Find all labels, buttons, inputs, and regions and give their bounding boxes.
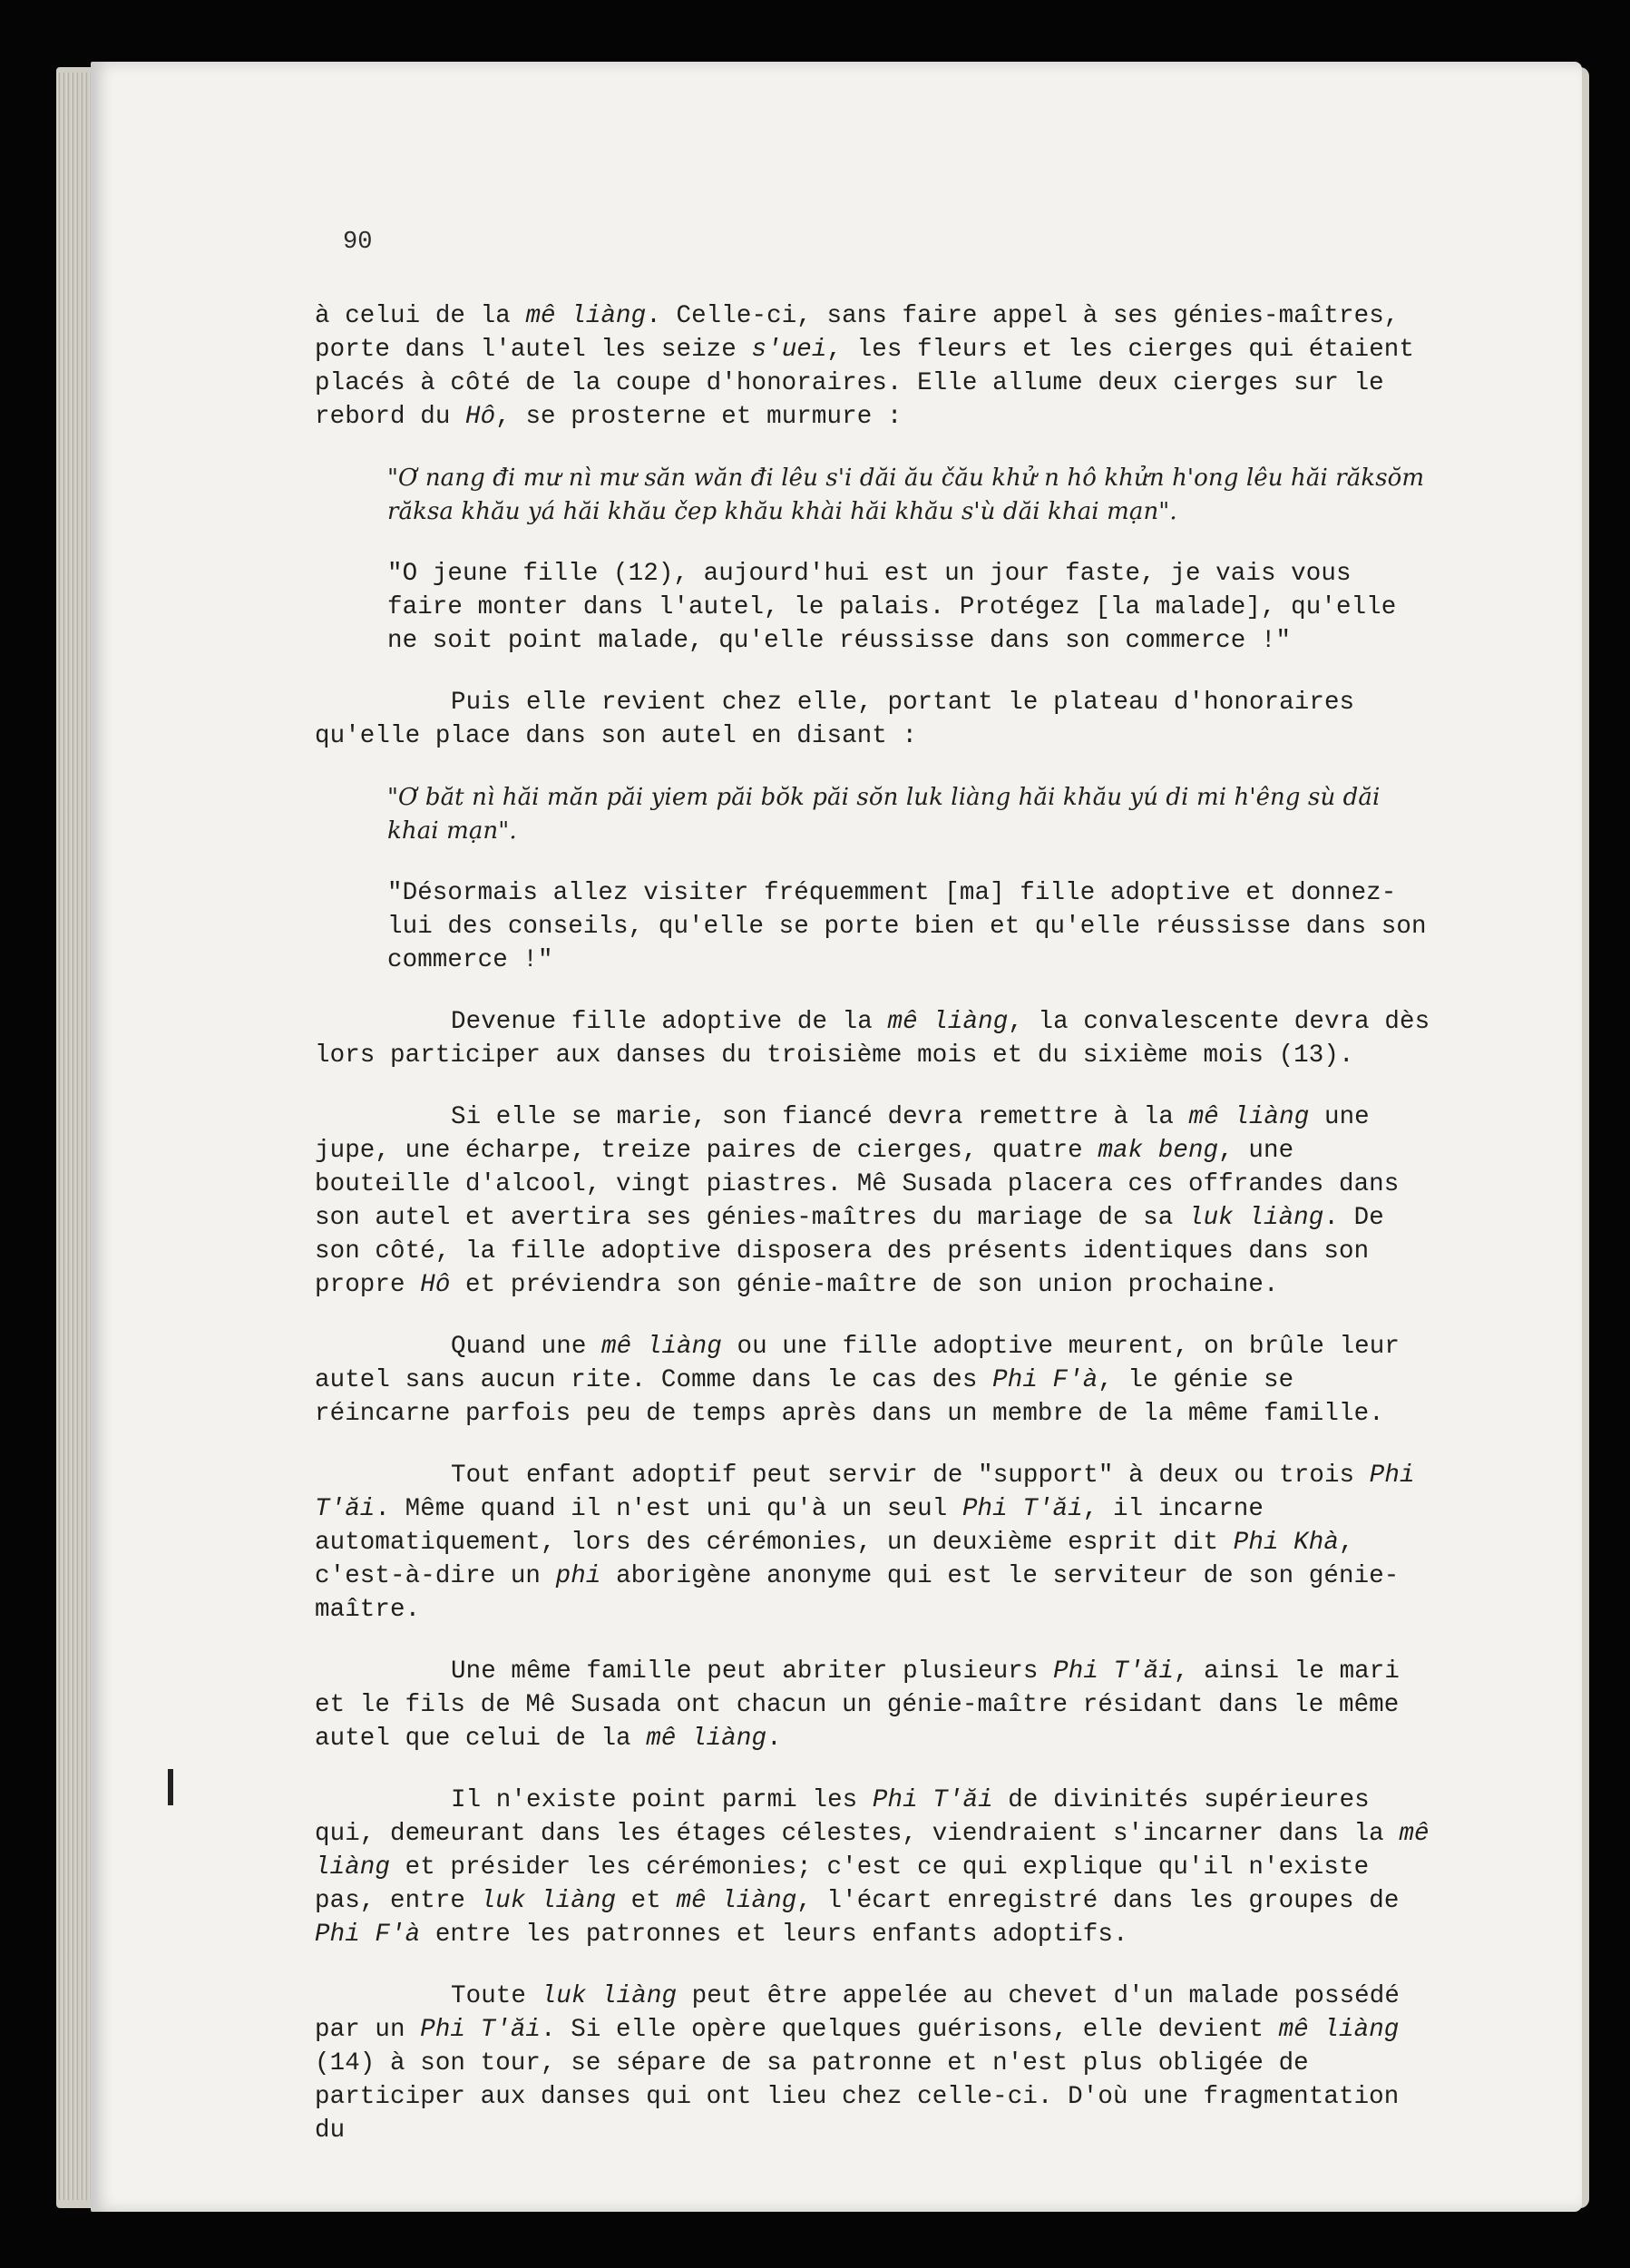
paragraph-6: Tout enfant adoptif peut servir de "support" à deux ou trois Phi T'ăi. Même quand il n'est uni qu'à un seul Phi T'ăi, il incarne automatiquement, lors des cérémonies, un deuxième esprit dit Phi Khà, c'est-à-dire un phi aborigène anonyme qui est le serviteur de son génie-maître. <box>315 1461 1415 1624</box>
italic-term: Hô <box>465 403 496 431</box>
italic-term: mê liàng <box>1188 1103 1310 1131</box>
italic-term: Phi T'ăi <box>1053 1657 1174 1686</box>
paragraph-2: Puis elle revient chez elle, portant le plateau d'honoraires qu'elle place dans son autel en disant : <box>315 689 1355 750</box>
paragraph-9: Toute luk liàng peut être appelée au chevet d'un malade possédé par un Phi T'ăi. Si elle opère quelques guérisons, elle devient mê liàng (14) à son tour, se sépare de sa patronne et n'est plus obligée de participer aux danses qui ont lieu chez celle-ci. D'où une fragmentation du <box>315 1982 1400 2145</box>
page-number: 90 <box>343 229 373 256</box>
italic-term: luk liàng <box>480 1887 617 1915</box>
quote-lao-1: "Ơ nang đi mư nì mư săn wăn đi lêu s'i dăi ău čău khử n hô khửn h'ong lêu hăi răksŏm răksa khău yá hăi khău čep khău khài hăi khău s'ù dăi khai mạn". <box>387 464 1425 525</box>
italic-term: Phi T'ăi <box>961 1495 1083 1523</box>
paragraph-4: Si elle se marie, son fiancé devra remettre à la mê liàng une jupe, une écharpe, treize paires de cierges, quatre mak beng, une bouteille d'alcool, vingt piastres. Mê Susada placera ces offrandes dans son autel et avertira ses génies-maîtres du mariage de sa luk liàng. De son côté, la fille adoptive disposera des présents identiques dans son propre Hô et préviendra son génie-maître de son union prochaine. <box>315 1103 1400 1299</box>
italic-term: Hô <box>420 1271 451 1299</box>
italic-term: Phi T'ăi <box>872 1786 993 1814</box>
italic-term: Phi F'à <box>992 1366 1098 1394</box>
margin-mark <box>168 1769 173 1805</box>
body-text <box>315 299 1430 2175</box>
italic-term: luk liàng <box>541 1982 678 2010</box>
paragraph-7: Une même famille peut abriter plusieurs Phi T'ăi, ainsi le mari et le fils de Mê Susada ont chacun un génie-maître résidant dans le même autel que celui de la mê liàng. <box>315 1657 1400 1753</box>
italic-term: s'uei <box>751 336 827 364</box>
italic-term: Phi T'ăi <box>315 1461 1415 1523</box>
italic-term: Phi Khà <box>1233 1529 1339 1557</box>
quote-translation-1: "O jeune fille (12), aujourd'hui est un jour faste, je vais vous faire monter dans l'autel, le palais. Protégez [la malade], qu'elle ne soit point malade, qu'elle réussisse dans son commerce !" <box>387 560 1397 655</box>
italic-term: mê liàng <box>646 1725 767 1753</box>
paragraph-1: à celui de la mê liàng. Celle-ci, sans faire appel à ses génies-maîtres, porte dans l'autel les seize s'uei, les fleurs et les cierges qui étaient placés à côté de la coupe d'honoraires. Elle allume deux cierges sur le rebord du Hô, se prosterne et murmure : <box>315 302 1415 431</box>
quote-lao-2: "Ơ băt nì hăi măn păi yiem păi bŏk păi sŏn luk liàng hăi khău yú di mi h'êng sù dăi khai mạn". <box>387 784 1381 845</box>
italic-term: Phi T'ăi <box>420 2016 542 2044</box>
italic-term: mê liàng <box>315 1820 1430 1882</box>
italic-term: mê liàng <box>601 1333 722 1361</box>
italic-term: phi <box>555 1562 601 1590</box>
quote-translation-2: "Désormais allez visiter fréquemment [ma] fille adoptive et donnez-lui des conseils, qu'elle se porte bien et qu'elle réussisse dans son commerce !" <box>387 879 1427 974</box>
italic-term: mak beng <box>1098 1137 1219 1165</box>
paragraph-8: Il n'existe point parmi les Phi T'ăi de divinités supérieures qui, demeurant dans les étages célestes, viendraient s'incarner dans la mê liàng et présider les cérémonies; c'est ce qui explique qu'il n'existe pas, entre luk liàng et mê liàng, l'écart enregistré dans les groupes de Phi F'à entre les patronnes et leurs enfants adoptifs. <box>315 1786 1430 1949</box>
italic-term: mê liàng <box>1278 2016 1400 2044</box>
italic-term: mê liàng <box>525 302 647 330</box>
italic-term: mê liàng <box>676 1887 797 1915</box>
italic-term: mê liàng <box>887 1008 1009 1036</box>
italic-term: Phi F'à <box>315 1921 421 1949</box>
italic-term: luk liàng <box>1187 1204 1324 1232</box>
paragraph-5: Quand une mê liàng ou une fille adoptive meurent, on brûle leur autel sans aucun rite. Comme dans le cas des Phi F'à, le génie se réincarne parfois peu de temps après dans un membre de la même famille. <box>315 1333 1400 1428</box>
paragraph-3: Devenue fille adoptive de la mê liàng, la convalescente devra dès lors participer aux danses du troisième mois et du sixième mois (13). <box>315 1008 1430 1070</box>
